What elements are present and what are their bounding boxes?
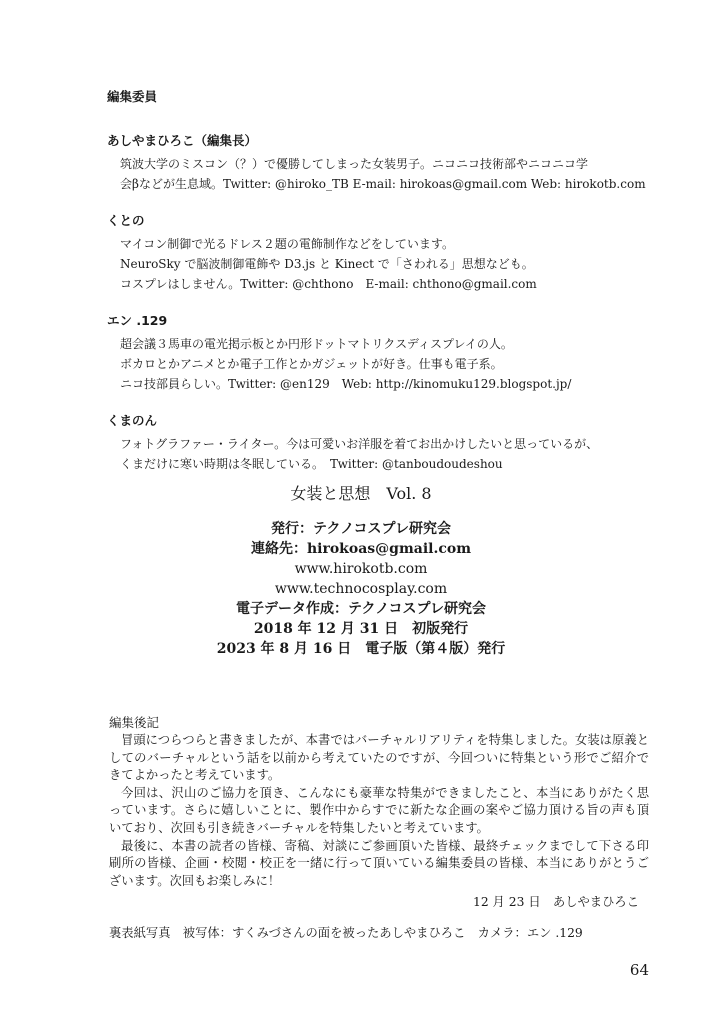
member-bio-line: くまだけに寒い時期は冬眠している。 Twitter: @tanboudoudeshou — [120, 457, 503, 471]
editors-afterword — [109, 714, 649, 912]
afterword-paragraph: 今回は、沢山のご協力を頂き、こんなにも豪華な特集ができましたこと、本当にありがたく思っています。さらに嬉しいことに、製作中からすでに新たな企画の案やご協力頂ける旨の声も頂いており、次回も引き続きバーチャルを特集したいと考えています。 — [109, 785, 649, 835]
website-url: www.technocosplay.com — [274, 581, 448, 597]
editorial-committee — [107, 88, 667, 492]
back-cover-photo-credit: 裏表紙写真 被写体：すくみづさんの面を被ったあしやまひろこ カメラ：エン .129 — [109, 926, 583, 940]
ebook-creator-line: 電子データ作成：テクノコスプレ研究会 — [236, 601, 486, 617]
page-number: 64 — [629, 961, 649, 979]
ebook-edition-date: 2023 年 8 月 16 日 電子版（第４版）発行 — [216, 641, 506, 657]
member-bio-line: ボカロとかアニメとか電子工作とかガジェットが好き。仕事も電子系。 — [120, 357, 503, 371]
member-bio-line: フォトグラファー・ライター。今は可愛いお洋服を着てお出かけしたいと思っているが、 — [120, 437, 599, 451]
member-en129 — [107, 312, 667, 394]
member-bio-line: ニコ技部員らしい。Twitter: @en129 Web: http://kinomuku129.blogspot.jp/ — [120, 377, 572, 391]
publisher-line: 発行：テクノコスプレ研究会 — [271, 521, 451, 537]
afterword-signature: 12 月 23 日 あしやまひろこ — [473, 895, 639, 910]
contact-line: 連絡先：hirokoas@gmail.com — [250, 541, 472, 557]
website-url: www.hirokotb.com — [294, 561, 428, 577]
first-edition-date: 2018 年 12 月 31 日 初版発行 — [253, 621, 469, 637]
member-name: エン .129 — [107, 313, 168, 328]
member-name: くとの — [107, 213, 145, 228]
member-kutono — [107, 212, 667, 294]
member-bio-line: 会βなどが生息域。Twitter: @hiroko_TB E-mail: hirokoas@gmail.com Web: hirokotb.com — [120, 177, 646, 191]
member-name: くまのん — [107, 413, 158, 428]
member-bio-line: コスプレはしません。Twitter: @chthono E-mail: chthono@gmail.com — [120, 277, 537, 291]
member-bio-line: マイコン制御で光るドレス２題の電飾制作などをしています。 — [120, 237, 454, 251]
afterword-title: 編集後記 — [109, 715, 160, 730]
afterword-paragraph: 最後に、本書の読者の皆様、寄稿、対談にご参画頂いた皆様、最終チェックまでして下さる印刷所の皆様、企画・校閲・校正を一緒に行って頂いている編集委員の皆様、本当にありがとうございます。次回もお楽しみに！ — [109, 838, 649, 888]
member-ashiyama — [107, 132, 667, 194]
publication-title: 女装と思想 Vol. 8 — [290, 484, 432, 503]
member-bio-line: NeuroSky で脳波制御電飾や D3.js と Kinect で「さわれる」思想なども。 — [120, 257, 534, 271]
member-kumanon — [107, 412, 667, 474]
member-bio-line: 超会議３馬車の電光掲示板とか円形ドットマトリクスディスプレイの人。 — [120, 337, 513, 351]
colophon — [0, 482, 722, 659]
afterword-paragraph: 冒頭につらつらと書きましたが、本書ではバーチャルリアリティを特集しました。女装は原義としてのバーチャルという話を以前から考えていたのですが、今回ついに特集という形でご紹介できてよかったと考えています。 — [109, 733, 649, 783]
member-name: あしやまひろこ（編集長） — [107, 133, 258, 148]
member-bio-line: 筑波大学のミスコン（？）で優勝してしまった女装男子。ニコニコ技術部やニコニコ学 — [120, 157, 589, 171]
committee-heading: 編集委員 — [107, 89, 158, 104]
